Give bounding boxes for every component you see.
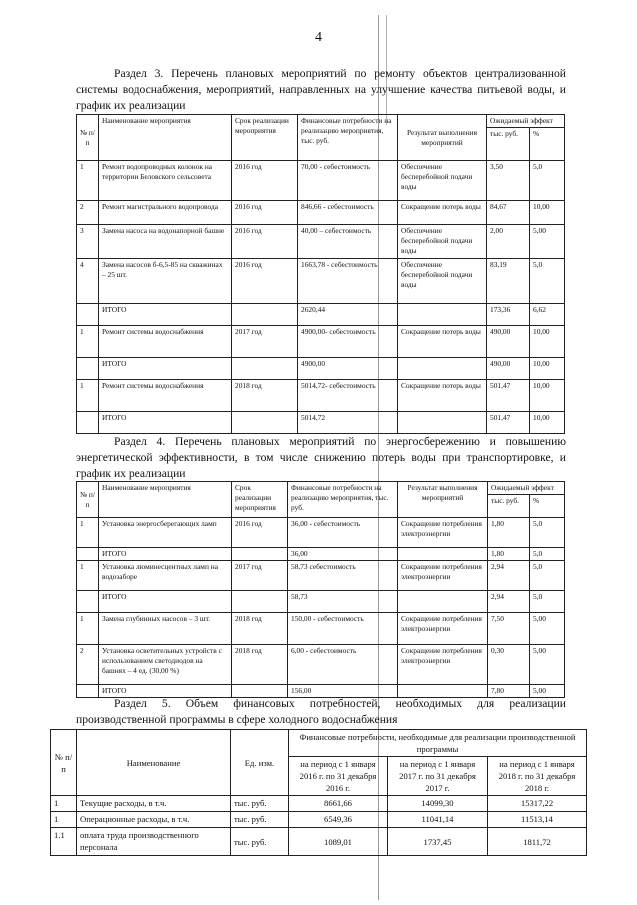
section4-table xyxy=(76,481,565,698)
cell-num: 1 xyxy=(77,161,99,201)
cell-finance: 150,00 - себестоимость xyxy=(288,613,398,645)
cell-2016: 8661,66 xyxy=(289,796,388,812)
cell-term: 2016 год xyxy=(232,259,298,304)
cell-term: 2016 год xyxy=(232,161,298,201)
cell-rub: 173,36 xyxy=(487,304,530,326)
table-row-total xyxy=(77,548,565,561)
cell-num: 4 xyxy=(77,259,99,304)
cell-name: Ремонт магистрального водопровода xyxy=(99,201,232,225)
cell-name: Ремонт системы водоснабжения xyxy=(99,326,232,358)
table-header-row xyxy=(77,482,565,495)
cell-pct: 10,00 xyxy=(530,380,565,412)
table-row xyxy=(51,796,587,812)
header-name: Наименование xyxy=(77,730,231,796)
cell-result xyxy=(398,591,488,613)
header-num: № п/п xyxy=(77,482,99,518)
cell-result: Сокращение потерь воды xyxy=(398,380,487,412)
cell-unit: тыс. руб. xyxy=(231,812,289,828)
table-row xyxy=(77,326,565,358)
cell-result: Сокращение потребления электроэнергии xyxy=(398,645,488,685)
header-effect: Ожидаемый эффект xyxy=(488,482,565,495)
cell-num: 1 xyxy=(77,613,99,645)
cell-pct: 10,00 xyxy=(530,358,565,380)
cell-name: Установка осветительных устройств с использованием светодиодов на башнях – 4 ед. (30,00 %) xyxy=(99,645,232,685)
table-row xyxy=(77,161,565,201)
section3-table xyxy=(76,114,565,434)
header-2016: на период с 1 января 2016 г. по 31 декабря 2016 г. xyxy=(289,757,388,796)
cell-rub: 501,47 xyxy=(487,380,530,412)
header-name: Наименование мероприятия xyxy=(99,115,232,161)
cell-finance: 4900,00 xyxy=(298,358,398,380)
cell-num xyxy=(77,548,99,561)
cell-result xyxy=(398,548,488,561)
header-finance: Финансовые потребности на реализацию мероприятия, тыс. руб. xyxy=(288,482,398,518)
cell-unit: тыс. руб. xyxy=(231,796,289,812)
cell-term: 2017 год xyxy=(232,561,288,591)
cell-name: Установка люминесцентных ламп на водозаборе xyxy=(99,561,232,591)
cell-num xyxy=(77,304,99,326)
page-number: 4 xyxy=(315,30,322,45)
cell-finance: 40,00 – себестоимость xyxy=(298,225,398,259)
header-effect-rub: тыс. руб. xyxy=(487,128,530,161)
cell-term xyxy=(232,548,288,561)
cell-2016: 1089,01 xyxy=(289,828,388,856)
cell-rub: 7,80 xyxy=(488,685,530,698)
cell-term xyxy=(232,358,298,380)
cell-result: Обеспечение бесперебойной подачи воды xyxy=(398,259,487,304)
cell-num: 1 xyxy=(77,380,99,412)
cell-name: Ремонт системы водоснабжения xyxy=(99,380,232,412)
cell-result: Обеспечение бесперебойной подачи воды xyxy=(398,225,487,259)
section5-title: Раздел 5. Объем финансовых потребностей, необходимых для реализации производственной программы в сфере холодного водоснабжения xyxy=(76,697,566,726)
cell-term: 2016 год xyxy=(232,201,298,225)
table-row xyxy=(77,201,565,225)
cell-2018: 11513,14 xyxy=(488,812,587,828)
cell-rub: 2,94 xyxy=(488,561,530,591)
cell-pct: 5,0 xyxy=(530,518,565,548)
cell-name: ИТОГО xyxy=(99,412,232,434)
cell-rub: 7,50 xyxy=(488,613,530,645)
cell-num: 1.1 xyxy=(51,828,77,856)
cell-pct: 5,0 xyxy=(530,259,565,304)
header-unit: Ед. изм. xyxy=(231,730,289,796)
header-num: № п/п xyxy=(51,730,77,796)
header-term: Срок реализации мероприятия xyxy=(232,115,298,161)
cell-unit: тыс. руб. xyxy=(231,828,289,856)
cell-rub: 490,00 xyxy=(487,358,530,380)
table-header-row xyxy=(77,115,565,128)
cell-term xyxy=(232,412,298,434)
table-row-total xyxy=(77,412,565,434)
cell-rub: 0,30 xyxy=(488,645,530,685)
cell-result: Сокращение потерь воды xyxy=(398,201,487,225)
header-2018: на период с 1 января 2018 г. по 31 декабря 2018 г. xyxy=(488,757,587,796)
cell-term: 2016 год xyxy=(232,225,298,259)
cell-rub: 1,80 xyxy=(488,548,530,561)
table-row-total xyxy=(77,358,565,380)
cell-2018: 1811,72 xyxy=(488,828,587,856)
cell-result xyxy=(398,304,487,326)
cell-finance: 36,00 - себестоимость xyxy=(288,518,398,548)
header-effect-pct: % xyxy=(530,128,565,161)
cell-name: ИТОГО xyxy=(99,304,232,326)
cell-name: Установка энергосберегающих ламп xyxy=(99,518,232,548)
table-row xyxy=(77,225,565,259)
cell-name: Операционные расходы, в т.ч. xyxy=(77,812,231,828)
cell-2017: 1737,45 xyxy=(388,828,488,856)
section4-title: Раздел 4. Перечень плановых мероприятий по энергосбережению и повышению энергетической эффективности, в том числе снижению потерь воды при транспортировке, и график их реализации xyxy=(76,435,566,480)
cell-term xyxy=(232,304,298,326)
section5-table xyxy=(50,729,587,856)
header-finance: Финансовые потребности на реализацию мероприятия, тыс. руб. xyxy=(298,115,398,161)
cell-pct: 5,00 xyxy=(530,645,565,685)
cell-term: 2018 год xyxy=(232,380,298,412)
cell-result: Сокращение потерь воды xyxy=(398,326,487,358)
cell-rub: 1,80 xyxy=(488,518,530,548)
cell-finance: 5014,72- себестоимость xyxy=(298,380,398,412)
cell-term: 2017 год xyxy=(232,326,298,358)
cell-result xyxy=(398,358,487,380)
cell-num xyxy=(77,412,99,434)
cell-pct: 5,00 xyxy=(530,225,565,259)
cell-num: 2 xyxy=(77,645,99,685)
cell-pct: 5,00 xyxy=(530,613,565,645)
cell-result: Обеспечение бесперебойной подачи воды xyxy=(398,161,487,201)
cell-finance: 58,73 себестоимость xyxy=(288,561,398,591)
cell-term: 2018 год xyxy=(232,645,288,685)
cell-num: 3 xyxy=(77,225,99,259)
cell-num: 1 xyxy=(77,518,99,548)
cell-rub: 501,47 xyxy=(487,412,530,434)
cell-num: 2 xyxy=(77,201,99,225)
table-row xyxy=(51,828,587,856)
cell-term xyxy=(232,591,288,613)
table-row xyxy=(77,561,565,591)
cell-finance: 58,73 xyxy=(288,591,398,613)
table-row-total xyxy=(77,304,565,326)
cell-pct: 10,00 xyxy=(530,326,565,358)
cell-finance: 6,00 - себестоимость xyxy=(288,645,398,685)
cell-term: 2016 год xyxy=(232,518,288,548)
table-row xyxy=(77,380,565,412)
table-row xyxy=(77,613,565,645)
cell-rub: 490,00 xyxy=(487,326,530,358)
cell-result: Сокращение потребления электроэнергии xyxy=(398,518,488,548)
cell-result: Сокращение потребления электроэнергии xyxy=(398,561,488,591)
cell-pct: 10,00 xyxy=(530,201,565,225)
cell-pct: 6,62 xyxy=(530,304,565,326)
cell-pct: 10,00 xyxy=(530,412,565,434)
cell-name: ИТОГО xyxy=(99,685,232,698)
cell-name: ИТОГО xyxy=(99,548,232,561)
cell-rub: 2,94 xyxy=(488,591,530,613)
cell-pct: 5,00 xyxy=(530,685,565,698)
cell-name: Замена насоса на водонапорной башне xyxy=(99,225,232,259)
header-name: Наименование мероприятия xyxy=(99,482,232,518)
section3-title: Раздел 3. Перечень плановых мероприятий по ремонту объектов централизованной системы водоснабжения, мероприятий, направленных на улучшение качества питьевой воды, и график их реализации xyxy=(76,67,566,112)
header-result: Результат выполнения мероприятий xyxy=(398,482,488,518)
header-effect-rub: тыс. руб. xyxy=(488,495,530,518)
cell-finance: 5014,72 xyxy=(298,412,398,434)
cell-pct: 5,0 xyxy=(530,548,565,561)
cell-2018: 15317,22 xyxy=(488,796,587,812)
cell-name: ИТОГО xyxy=(99,358,232,380)
cell-name: Текущие расходы, в т.ч. xyxy=(77,796,231,812)
header-effect: Ожидаемый эффект xyxy=(487,115,565,128)
header-num: № п/п xyxy=(77,115,99,161)
cell-finance: 2620,44 xyxy=(298,304,398,326)
cell-finance: 156,00 xyxy=(288,685,398,698)
cell-term: 2018 год xyxy=(232,613,288,645)
cell-name: Замена насосов б-6,5-85 на скважинах – 25 шт. xyxy=(99,259,232,304)
table-row xyxy=(51,812,587,828)
cell-num xyxy=(77,358,99,380)
header-term: Срок реализации мероприятия xyxy=(232,482,288,518)
header-result: Результат выполнения мероприятий xyxy=(398,115,487,161)
header-group: Финансовые потребности, необходимые для реализации производственной программы xyxy=(289,730,587,757)
table-row xyxy=(77,259,565,304)
cell-2016: 6549,36 xyxy=(289,812,388,828)
table-header-row xyxy=(51,730,587,757)
cell-result xyxy=(398,412,487,434)
cell-pct: 5,0 xyxy=(530,591,565,613)
cell-2017: 11041,14 xyxy=(388,812,488,828)
cell-name: Ремонт водопроводных колонок на территории Беловского сельсовета xyxy=(99,161,232,201)
cell-finance: 846,66 - себестоимость xyxy=(298,201,398,225)
cell-num: 1 xyxy=(77,561,99,591)
cell-finance: 36,00 xyxy=(288,548,398,561)
cell-name: ИТОГО xyxy=(99,591,232,613)
cell-num: 1 xyxy=(51,812,77,828)
cell-rub: 83,19 xyxy=(487,259,530,304)
cell-result: Сокращение потребления электроэнергии xyxy=(398,613,488,645)
cell-pct: 5,0 xyxy=(530,561,565,591)
table-row xyxy=(77,518,565,548)
cell-name: оплата труда производственного персонала xyxy=(77,828,231,856)
header-2017: на период с 1 января 2017 г. по 31 декабря 2017 г. xyxy=(388,757,488,796)
cell-finance: 1663,78 - себестоимость xyxy=(298,259,398,304)
cell-num: 1 xyxy=(77,326,99,358)
cell-name: Замена глубинных насосов – 3 шт. xyxy=(99,613,232,645)
cell-pct: 5,0 xyxy=(530,161,565,201)
cell-rub: 84,67 xyxy=(487,201,530,225)
table-row-total xyxy=(77,591,565,613)
cell-2017: 14099,30 xyxy=(388,796,488,812)
cell-num: 1 xyxy=(51,796,77,812)
table-row xyxy=(77,645,565,685)
cell-finance: 4900,00- себестоимость xyxy=(298,326,398,358)
cell-rub: 2,00 xyxy=(487,225,530,259)
cell-num xyxy=(77,591,99,613)
cell-rub: 3,50 xyxy=(487,161,530,201)
header-effect-pct: % xyxy=(530,495,565,518)
cell-finance: 70,00 - себестоимость xyxy=(298,161,398,201)
